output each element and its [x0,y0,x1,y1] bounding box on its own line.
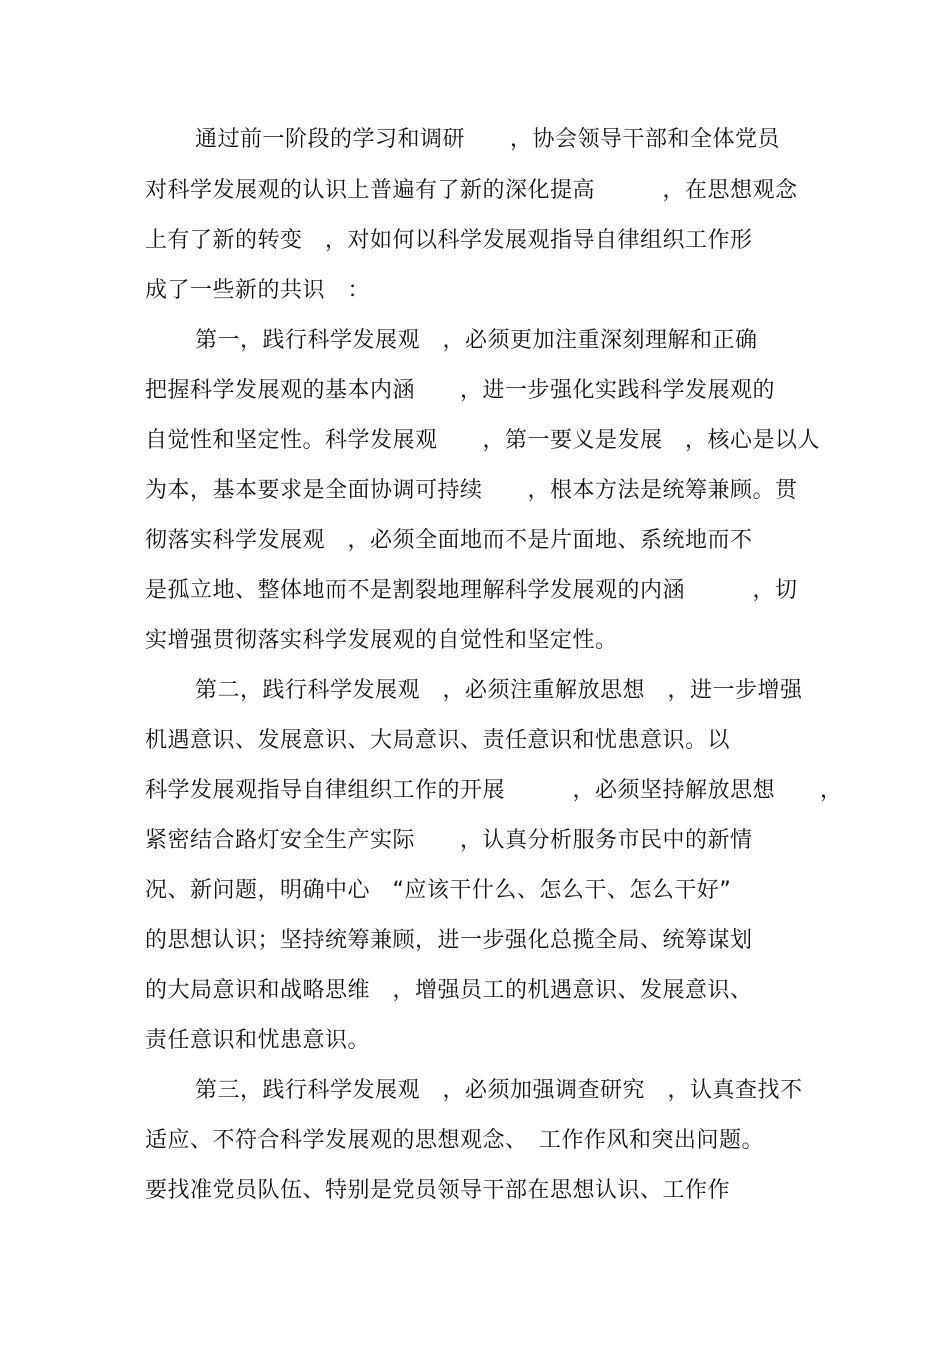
paragraph-line: 第一，践行科学发展观 ，必须更加注重深刻理解和正确 [195,328,758,353]
paragraph-line: 实增强贯彻落实科学发展观的自觉性和坚定性。 [145,628,618,653]
paragraph-line: 上有了新的转变 ，对如何以科学发展观指导自律组织工作形 [145,228,753,253]
paragraph-line: 彻落实科学发展观 ，必须全面地而不是片面地、系统地而不 [145,528,753,553]
paragraph-line: 通过前一阶段的学习和调研 ，协会领导干部和全体党员 [195,127,781,152]
paragraph-line: 况、新问题，明确中心 “应该干什么、怎么干、怎么干好” [145,878,732,903]
paragraph-line: 成了一些新的共识 ： [145,278,371,303]
paragraph-line: 为本，基本要求是全面协调可持续 ，根本方法是统筹兼顾。贯 [145,478,798,503]
paragraph-line: 自觉性和坚定性。科学发展观 ，第一要义是发展 ，核心是以人 [145,428,821,453]
paragraph-line: 要找准党员队伍、特别是党员领导干部在思想认识、工作作 [145,1178,731,1203]
paragraph-line: 科学发展观指导自律组织工作的开展 ，必须坚持解放思想 ， [145,778,843,803]
paragraph-line: 第三，践行科学发展观 ，必须加强调查研究 ，认真查找不 [195,1078,803,1103]
paragraph-line: 适应、不符合科学发展观的思想观念、 工作作风和突出问题。 [145,1128,765,1153]
paragraph-line: 第二，践行科学发展观 ，必须注重解放思想 ，进一步增强 [195,678,803,703]
paragraph-line: 责任意识和忧患意识。 [145,1028,371,1053]
paragraph-line: 机遇意识、发展意识、大局意识、责任意识和忧患意识。以 [145,728,731,753]
paragraph-line: 的思想认识；坚持统筹兼顾，进一步强化总揽全局、统筹谋划 [145,928,753,953]
paragraph-line: 紧密结合路灯安全生产实际 ，认真分析服务市民中的新情 [145,828,753,853]
paragraph-line: 是孤立地、整体地而不是割裂地理解科学发展观的内涵 ，切 [145,578,798,603]
paragraph-line: 把握科学发展观的基本内涵 ，进一步强化实践科学发展观的 [145,378,776,403]
paragraph-line: 对科学发展观的认识上普遍有了新的深化提高 ，在思想观念 [145,178,798,203]
paragraph-line: 的大局意识和战略思维 ，增强员工的机遇意识、发展意识、 [145,978,753,1003]
